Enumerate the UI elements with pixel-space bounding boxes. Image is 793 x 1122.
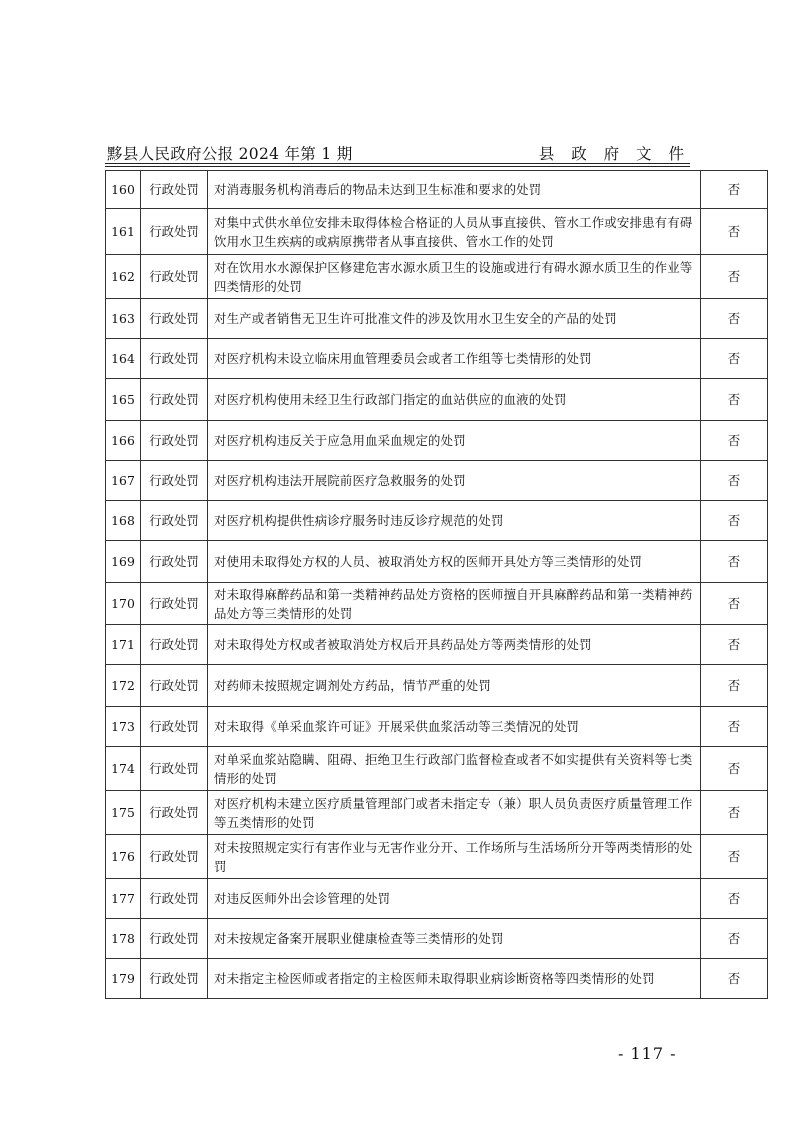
row-item: 对未按规定备案开展职业健康检查等三类情形的处罚 (208, 919, 701, 959)
row-type: 行政处罚 (141, 919, 208, 959)
row-number: 171 (106, 625, 141, 665)
row-number: 172 (106, 665, 141, 707)
row-type: 行政处罚 (141, 255, 208, 299)
row-type: 行政处罚 (141, 707, 208, 747)
row-type: 行政处罚 (141, 625, 208, 665)
row-item: 对消毒服务机构消毒后的物品未达到卫生标准和要求的处罚 (208, 171, 701, 209)
row-number: 165 (106, 379, 141, 421)
row-number: 178 (106, 919, 141, 959)
row-flag: 否 (701, 625, 768, 665)
row-number: 173 (106, 707, 141, 747)
publication-title: 黟县人民政府公报 2024 年第 1 期 (107, 145, 353, 163)
row-flag: 否 (701, 747, 768, 791)
row-number: 168 (106, 501, 141, 541)
table-row (106, 879, 768, 919)
page-number: - 117 - (618, 1044, 677, 1063)
table-row (106, 707, 768, 747)
row-flag: 否 (701, 665, 768, 707)
table-row (106, 501, 768, 541)
row-flag: 否 (701, 501, 768, 541)
row-type: 行政处罚 (141, 421, 208, 461)
table-row (106, 583, 768, 625)
section-title: 县 政 府 文 件 (538, 145, 690, 163)
row-number: 176 (106, 835, 141, 879)
row-item: 对未取得处方权或者被取消处方权后开具药品处方等两类情形的处罚 (208, 625, 701, 665)
row-flag: 否 (701, 299, 768, 339)
table-row (106, 299, 768, 339)
table-body (106, 171, 768, 999)
table-row (106, 919, 768, 959)
row-item: 对医疗机构违法开展院前医疗急救服务的处罚 (208, 461, 701, 501)
table-row (106, 171, 768, 209)
row-flag: 否 (701, 583, 768, 625)
table-row (106, 255, 768, 299)
table-row (106, 541, 768, 583)
header-rule-thick (105, 163, 690, 164)
row-item: 对集中式供水单位安排未取得体检合格证的人员从事直接供、管水工作或安排患有有碍饮用水卫生疾病的或病原携带者从事直接供、管水工作的处罚 (208, 209, 701, 255)
row-type: 行政处罚 (141, 747, 208, 791)
row-number: 162 (106, 255, 141, 299)
row-type: 行政处罚 (141, 541, 208, 583)
row-type: 行政处罚 (141, 461, 208, 501)
header-rule-thin (105, 166, 690, 167)
row-number: 170 (106, 583, 141, 625)
row-number: 161 (106, 209, 141, 255)
row-item: 对使用未取得处方权的人员、被取消处方权的医师开具处方等三类情形的处罚 (208, 541, 701, 583)
row-number: 169 (106, 541, 141, 583)
row-number: 166 (106, 421, 141, 461)
row-item: 对在饮用水水源保护区修建危害水源水质卫生的设施或进行有碍水源水质卫生的作业等四类情形的处罚 (208, 255, 701, 299)
row-flag: 否 (701, 255, 768, 299)
row-item: 对医疗机构违反关于应急用血采血规定的处罚 (208, 421, 701, 461)
table-row (106, 461, 768, 501)
row-flag: 否 (701, 379, 768, 421)
row-item: 对未取得《单采血浆许可证》开展采供血浆活动等三类情况的处罚 (208, 707, 701, 747)
row-item: 对药师未按照规定调剂处方药品，情节严重的处罚 (208, 665, 701, 707)
table-row (106, 209, 768, 255)
table-row (106, 665, 768, 707)
row-item: 对未取得麻醉药品和第一类精神药品处方资格的医师擅自开具麻醉药品和第一类精神药品处方等三类情形的处罚 (208, 583, 701, 625)
row-flag: 否 (701, 707, 768, 747)
row-flag: 否 (701, 339, 768, 379)
row-type: 行政处罚 (141, 339, 208, 379)
row-number: 164 (106, 339, 141, 379)
row-type: 行政处罚 (141, 299, 208, 339)
row-number: 163 (106, 299, 141, 339)
row-type: 行政处罚 (141, 501, 208, 541)
row-item: 对未按照规定实行有害作业与无害作业分开、工作场所与生活场所分开等两类情形的处罚 (208, 835, 701, 879)
row-item: 对医疗机构使用未经卫生行政部门指定的血站供应的血液的处罚 (208, 379, 701, 421)
table-row (106, 747, 768, 791)
row-number: 179 (106, 959, 141, 999)
row-type: 行政处罚 (141, 835, 208, 879)
row-flag: 否 (701, 541, 768, 583)
table-row (106, 835, 768, 879)
row-type: 行政处罚 (141, 791, 208, 835)
row-flag: 否 (701, 461, 768, 501)
row-type: 行政处罚 (141, 583, 208, 625)
row-flag: 否 (701, 959, 768, 999)
row-number: 160 (106, 171, 141, 209)
row-flag: 否 (701, 421, 768, 461)
table-row (106, 959, 768, 999)
row-number: 174 (106, 747, 141, 791)
row-flag: 否 (701, 209, 768, 255)
row-item: 对医疗机构未设立临床用血管理委员会或者工作组等七类情形的处罚 (208, 339, 701, 379)
penalty-items-table (105, 170, 768, 999)
table-row (106, 379, 768, 421)
table-row (106, 625, 768, 665)
row-type: 行政处罚 (141, 209, 208, 255)
row-flag: 否 (701, 171, 768, 209)
page-header (107, 140, 690, 164)
row-type: 行政处罚 (141, 379, 208, 421)
row-item: 对医疗机构未建立医疗质量管理部门或者未指定专（兼）职人员负责医疗质量管理工作等五类情形的处罚 (208, 791, 701, 835)
table-row (106, 421, 768, 461)
row-type: 行政处罚 (141, 665, 208, 707)
row-flag: 否 (701, 791, 768, 835)
row-type: 行政处罚 (141, 879, 208, 919)
row-flag: 否 (701, 919, 768, 959)
row-flag: 否 (701, 835, 768, 879)
row-number: 177 (106, 879, 141, 919)
row-item: 对未指定主检医师或者指定的主检医师未取得职业病诊断资格等四类情形的处罚 (208, 959, 701, 999)
row-item: 对违反医师外出会诊管理的处罚 (208, 879, 701, 919)
row-flag: 否 (701, 879, 768, 919)
row-number: 167 (106, 461, 141, 501)
row-item: 对生产或者销售无卫生许可批准文件的涉及饮用水卫生安全的产品的处罚 (208, 299, 701, 339)
row-type: 行政处罚 (141, 171, 208, 209)
row-number: 175 (106, 791, 141, 835)
table-row (106, 791, 768, 835)
table-row (106, 339, 768, 379)
row-type: 行政处罚 (141, 959, 208, 999)
row-item: 对单采血浆站隐瞒、阻碍、拒绝卫生行政部门监督检查或者不如实提供有关资料等七类情形的处罚 (208, 747, 701, 791)
row-item: 对医疗机构提供性病诊疗服务时违反诊疗规范的处罚 (208, 501, 701, 541)
